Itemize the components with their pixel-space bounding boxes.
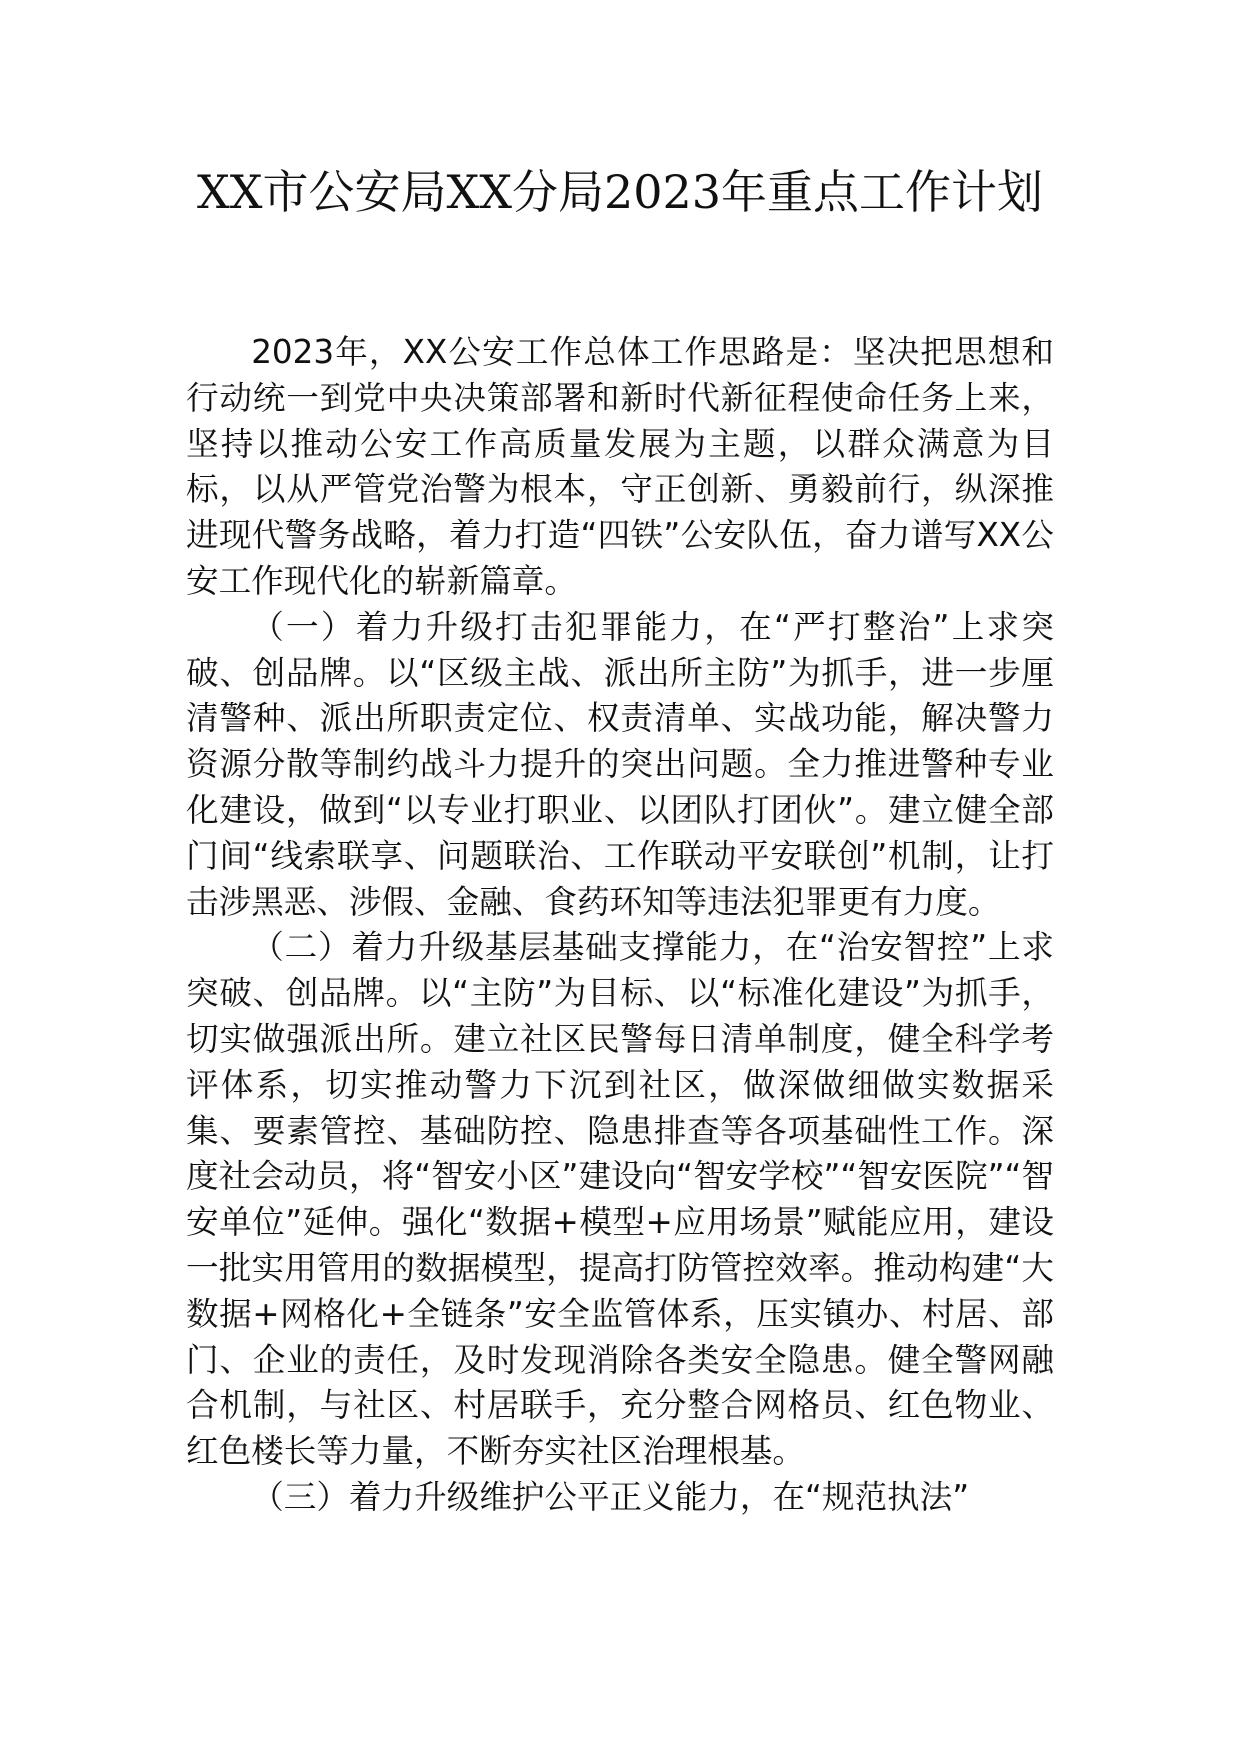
paragraph-section-1: （一）着力升级打击犯罪能力，在“严打整治”上求突破、创品牌。以“区级主战、派出所主防”为抓手，进一步厘清警种、派出所职责定位、权责清单、实战功能，解决警力资源分散等制约战斗力提升的突出问题。全力推进警种专业化建设，做到“以专业打职业、以团队打团伙”。建立健全部门间“线索联享、问题联治、工作联动平安联创”机制，让打击涉黑恶、涉假、金融、食药环知等违法犯罪更有力度。: [186, 607, 1054, 921]
document-title: XX市公安局XX分局2023年重点工作计划: [196, 165, 1044, 219]
paragraph-intro: 2023年，XX公安工作总体工作思路是：坚决把思想和行动统一到党中央决策部署和新时代新征程使命任务上来，坚持以推动公安工作高质量发展为主题，以群众满意为目标，以从严管党治警为根本，守正创新、勇毅前行，纵深推进现代警务战略，着力打造“四铁”公安队伍，奋力谱写XX公安工作现代化的崭新篇章。: [186, 333, 1054, 600]
paragraph-section-2: （二）着力升级基层基础支撑能力，在“治安智控”上求突破、创品牌。以“主防”为目标、以“标准化建设”为抓手，切实做强派出所。建立社区民警每日清单制度，健全科学考评体系，切实推动警力下沉到社区，做深做细做实数据采集、要素管控、基础防控、隐患排查等各项基础性工作。深度社会动员，将“智安小区”建设向“智安学校”“智安医院”“智安单位”延伸。强化“数据+模型+应用场景”赋能应用，建设一批实用管用的数据模型，提高打防管控效率。推动构建“大数据+网格化+全链条”安全监管体系，压实镇办、村居、部门、企业的责任，及时发现消除各类安全隐患。健全警网融合机制，与社区、村居联手，充分整合网格员、红色物业、红色楼长等力量，不断夯实社区治理根基。: [186, 928, 1054, 1471]
document-body: [186, 330, 1054, 1521]
paragraph-section-3: （三）着力升级维护公平正义能力，在“规范执法”: [251, 1477, 970, 1516]
